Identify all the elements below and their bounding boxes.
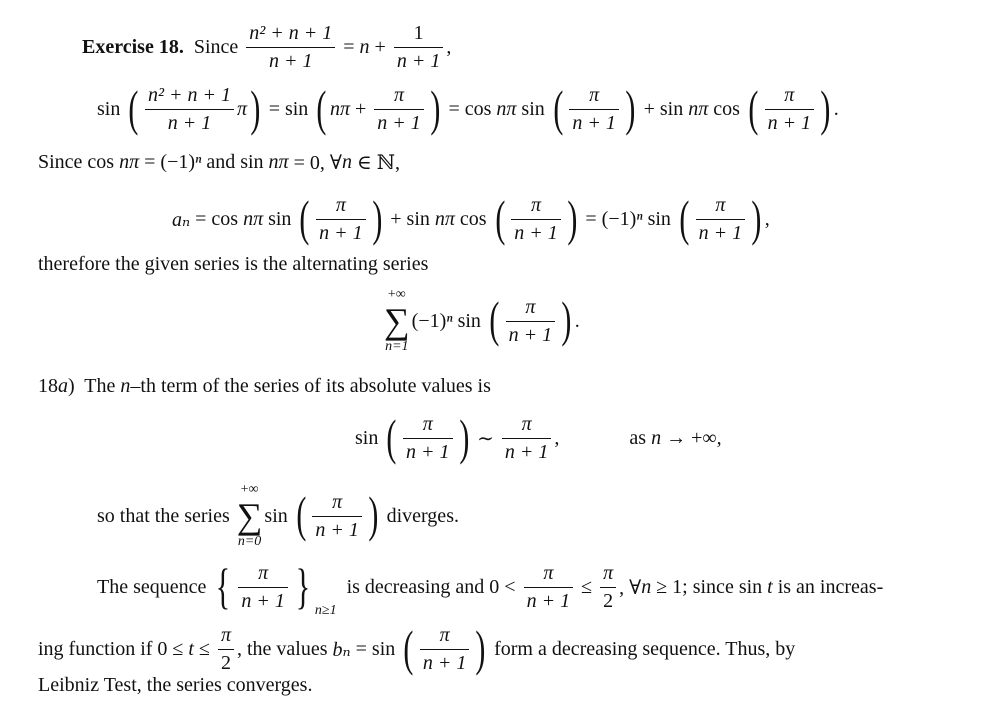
math-variable: π [220, 624, 231, 646]
asymptotic-equation [355, 408, 722, 465]
sum-lower-limit: n=1 [385, 339, 409, 354]
text-run: form a decreasing sequence. Thus, by [489, 638, 796, 660]
close-delimiter: ) [371, 189, 382, 246]
fraction-denominator [506, 321, 556, 347]
sequence-line [97, 557, 884, 618]
text-run: The sequence [97, 576, 212, 598]
text-run: ≤ [193, 638, 215, 660]
text-run: diverges. [381, 504, 459, 527]
close-delimiter: ) [561, 291, 572, 347]
text-run: and sin [201, 151, 269, 173]
math-variable: π [525, 295, 536, 318]
math-variable: π [530, 194, 541, 216]
fraction-numerator [437, 624, 453, 649]
fraction-denominator [145, 109, 234, 135]
math-variable: n [120, 375, 131, 397]
text-run: sin [452, 309, 486, 332]
math-variable: π [332, 490, 343, 513]
fraction-denominator [374, 109, 424, 135]
math-variable: n + 1 [526, 590, 571, 612]
parenthesized-group [400, 619, 489, 676]
fraction-numerator [712, 194, 728, 219]
parenthesized-group [492, 189, 581, 246]
fraction-denominator [696, 219, 746, 245]
open-delimiter: ( [128, 79, 139, 136]
text-run: , the values [236, 638, 333, 660]
close-delimiter: ) [751, 189, 762, 246]
math-variable: n + 1 [269, 50, 313, 72]
math-variable: n + 1 [767, 112, 812, 134]
text-run: ) The [68, 375, 121, 397]
fraction-denominator [765, 109, 815, 135]
open-delimiter: ( [748, 79, 759, 136]
math-variable: n [641, 576, 652, 598]
close-delimiter: ) [567, 189, 578, 246]
fraction-denominator [403, 438, 453, 464]
parenthesized-group [125, 79, 263, 136]
text-run: sin [264, 504, 293, 527]
math-variable: π [258, 562, 269, 584]
math-variable: n + 1 [698, 222, 743, 244]
text-run: –th term of the series of its absolute values is [130, 375, 491, 397]
math-variable: a [58, 375, 68, 397]
fraction [316, 194, 366, 245]
math-variable: π [715, 194, 726, 216]
math-variable: n² + n + 1 [249, 22, 333, 44]
open-delimiter: ( [386, 408, 397, 465]
math-variable: n + 1 [377, 112, 421, 134]
parenthesized-group [293, 486, 382, 542]
text-run: + sin [638, 98, 689, 120]
parenthesized-group [211, 557, 315, 614]
math-variable: π [521, 413, 532, 435]
sigma-symbol: ∑ [236, 496, 263, 536]
open-delimiter: ( [494, 189, 505, 246]
close-delimiter: ) [368, 486, 379, 542]
fraction-numerator [391, 84, 407, 109]
text-run: is an increas- [772, 576, 884, 598]
fraction-denominator [312, 516, 362, 542]
text-run: = cos [443, 98, 497, 120]
fraction [145, 84, 234, 135]
text-run: 2 [220, 652, 231, 674]
fraction [420, 624, 470, 675]
fraction [600, 562, 616, 613]
text-line [38, 150, 400, 175]
fraction-numerator [218, 624, 234, 649]
fraction [524, 562, 574, 613]
parenthesized-group [313, 79, 443, 136]
fraction-denominator [511, 219, 561, 245]
text-run: as [629, 427, 652, 449]
fraction-denominator [246, 47, 335, 73]
text-run: sin [642, 208, 676, 230]
summation [237, 482, 263, 550]
fraction-numerator [600, 562, 616, 587]
math-variable: n + 1 [422, 652, 467, 674]
fraction-numerator [255, 562, 271, 587]
fraction-numerator [333, 194, 349, 219]
subscript: n≥1 [314, 603, 337, 618]
fraction-numerator [781, 84, 797, 109]
text-run: = cos [190, 208, 244, 230]
fraction-numerator [586, 84, 602, 109]
parenthesized-group [486, 291, 575, 347]
math-variable: n + 1 [406, 441, 450, 463]
sigma-symbol: ∑ [384, 301, 410, 341]
fraction-denominator [238, 587, 288, 613]
text-run: . [574, 309, 580, 332]
text-run: is decreasing and 0 < [336, 576, 521, 598]
math-variable: aₙ [172, 209, 191, 231]
text-run: sin [263, 208, 297, 230]
fraction-numerator [145, 84, 234, 109]
text-line-18a [38, 375, 491, 398]
math-variable: π [543, 562, 554, 584]
fraction [394, 22, 444, 73]
text-run: therefore the given series is the alternating series [38, 253, 429, 275]
fraction [218, 624, 234, 675]
fraction-numerator [420, 413, 436, 438]
math-variable: π [784, 84, 795, 106]
open-delimiter: ( [316, 79, 327, 136]
open-delimiter: ( [489, 291, 500, 347]
math-variable: n + 1 [572, 112, 616, 134]
text-run: Leibniz Test, the series converges. [38, 674, 313, 696]
fraction-numerator [411, 22, 427, 47]
math-variable: n + 1 [508, 323, 553, 346]
text-run: 18 [38, 375, 58, 397]
text-run: = sin [263, 98, 314, 120]
fraction-denominator [394, 47, 444, 73]
fraction-numerator [540, 562, 556, 587]
math-variable: t [188, 638, 194, 660]
text-run: = (−1) [139, 151, 196, 173]
fraction [502, 413, 552, 464]
math-variable: nπ [434, 208, 455, 230]
exercise-label: Exercise 18. [82, 36, 184, 58]
open-delimiter: ( [299, 189, 310, 246]
open-delimiter: ( [403, 619, 414, 676]
close-delimiter: ) [475, 619, 486, 676]
open-delimiter: ( [296, 486, 307, 542]
text-run: = [338, 36, 360, 58]
math-variable: ⁿ [446, 309, 453, 332]
math-variable: n + 1 [167, 112, 212, 134]
math-variable: π [439, 624, 450, 646]
text-run: = (−1) [580, 208, 637, 230]
math-variable: nπ [329, 98, 350, 120]
text-run: cos [708, 98, 745, 120]
math-variable: n [651, 427, 662, 449]
close-delimiter: ) [430, 79, 441, 136]
math-variable: nπ [243, 208, 264, 230]
conclusion-line [38, 674, 312, 697]
text-run: sin [355, 427, 384, 449]
text-run: ∼ [472, 428, 499, 450]
text-run: + sin [385, 208, 435, 230]
close-delimiter: ) [458, 408, 469, 465]
math-variable: ⁿ [195, 151, 202, 173]
sum-lower-limit: n=0 [237, 534, 262, 549]
fraction-numerator [519, 413, 535, 438]
math-variable: n² + n + 1 [148, 84, 231, 106]
math-variable: n + 1 [504, 441, 549, 463]
fraction [569, 84, 619, 135]
fraction [312, 491, 362, 542]
open-delimiter: ( [553, 79, 564, 136]
math-variable: n + 1 [241, 590, 285, 612]
exercise-heading-line [82, 22, 451, 73]
math-variable: π [237, 98, 248, 120]
text-run: ≥ 1; since sin [651, 576, 768, 598]
text-run: sin [516, 98, 550, 120]
fraction-denominator [600, 587, 616, 613]
math-variable: nπ [268, 151, 289, 173]
fraction-denominator [316, 219, 366, 245]
text-run: . [833, 98, 839, 120]
fraction-denominator [569, 109, 619, 135]
fraction-numerator [528, 194, 544, 219]
parenthesized-group [296, 189, 385, 246]
text-run: 2 [603, 590, 614, 612]
open-delimiter: { [216, 557, 231, 614]
text-run: , [554, 427, 560, 449]
text-run: → +∞, [661, 427, 722, 449]
text-run: ≤ [576, 576, 598, 598]
fraction-denominator [524, 587, 574, 613]
math-variable: π [335, 194, 346, 216]
close-delimiter: ) [820, 79, 831, 136]
math-variable: n + 1 [319, 222, 363, 244]
math-variable: π [589, 84, 600, 106]
text-run: 1 [413, 22, 424, 44]
fraction [238, 562, 288, 613]
text-run: (−1) [411, 309, 447, 332]
parenthesized-group [550, 79, 639, 136]
fraction-denominator [502, 438, 552, 464]
math-variable: bₙ [332, 639, 351, 661]
text-run: ing function if 0 ≤ [38, 638, 189, 660]
fraction [403, 413, 453, 464]
close-delimiter: } [295, 557, 311, 614]
math-variable: π [422, 413, 433, 435]
fraction [506, 296, 556, 347]
math-variable: nπ [496, 98, 517, 120]
fraction [765, 84, 815, 135]
text-run: so that the series [97, 504, 235, 527]
sum-upper-limit: +∞ [387, 287, 406, 302]
fraction-denominator [218, 649, 234, 675]
math-variable: t [767, 576, 773, 598]
text-run: , ∀ [619, 577, 642, 599]
math-variable: π [394, 84, 405, 106]
text-run: , [764, 208, 770, 230]
text-run: cos [454, 208, 492, 230]
text-run: = sin [350, 638, 401, 660]
fraction [246, 22, 335, 73]
text-run: sin [97, 98, 126, 120]
open-delimiter: ( [679, 189, 690, 246]
divergence-line [97, 482, 459, 550]
text-run: ∈ ℕ, [351, 152, 401, 174]
fraction [511, 194, 561, 245]
math-variable: nπ [688, 98, 709, 120]
fraction-denominator [420, 649, 470, 675]
increasing-function-line [38, 619, 796, 676]
parenthesized-group [745, 79, 834, 136]
text-run: , [446, 36, 452, 58]
fraction-numerator [522, 296, 538, 321]
text-line [38, 253, 428, 276]
text-run: + [350, 98, 372, 120]
close-delimiter: ) [625, 79, 636, 136]
text-run: Since cos [38, 151, 120, 173]
summation [384, 287, 410, 355]
sum-upper-limit: +∞ [240, 482, 259, 497]
text-run: = 0, ∀ [288, 152, 342, 174]
math-variable: nπ [119, 151, 140, 173]
math-variable: n + 1 [514, 222, 558, 244]
sine-expansion-equation [97, 79, 839, 136]
parenthesized-group [676, 189, 765, 246]
math-variable: ⁿ [636, 208, 643, 230]
fraction [696, 194, 746, 245]
an-equation [172, 189, 770, 246]
math-variable: n [359, 36, 370, 58]
close-delimiter: ) [250, 79, 261, 136]
math-variable: π [603, 562, 614, 584]
math-variable: n [341, 151, 352, 173]
parenthesized-group [383, 408, 472, 465]
fraction-numerator [329, 491, 345, 516]
math-variable: n + 1 [315, 518, 359, 541]
text-run: Since [183, 36, 244, 58]
alternating-series-equation [382, 287, 580, 355]
math-variable: n + 1 [396, 50, 441, 72]
text-run: + [369, 36, 391, 58]
fraction [374, 84, 424, 135]
fraction-numerator [246, 22, 335, 47]
